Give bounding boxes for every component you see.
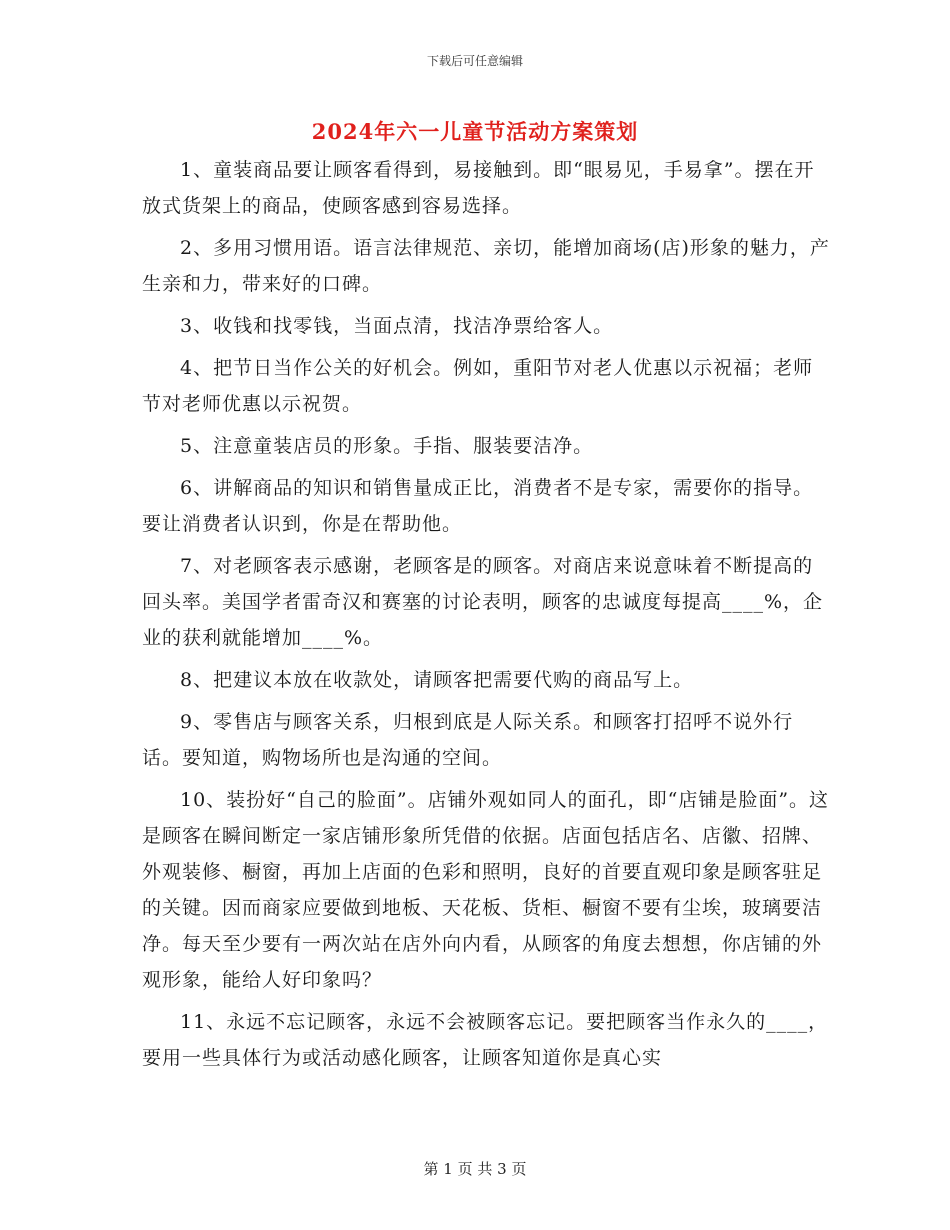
paragraph-2: 2、多用习惯用语。语言法律规范、亲切，能增加商场(店)形象的魅力，产生亲和力，带来好的口碑。 <box>142 237 830 295</box>
paragraph-3: 3、收钱和找零钱，当面点清，找洁净票给客人。 <box>180 315 614 337</box>
paragraph-10: 10、装扮好“自己的脸面”。店铺外观如同人的面孔，即“店铺是脸面”。这是顾客在瞬间断定一家店铺形象所凭借的依据。店面包括店名、店徽、招牌、外观装修、橱窗，再加上店面的色彩和照明，良好的首要直观印象是顾客驻足的关键。因而商家应要做到地板、天花板、货柜、橱窗不要有尘埃，玻璃要洁净。每天至少要有一两次站在店外向内看，从顾客的角度去想想，你店铺的外观形象，能给人好印象吗？ <box>142 789 830 991</box>
document-body <box>142 152 832 1082</box>
page-header: 下载后可任意编辑 <box>426 54 523 68</box>
paragraph-1: 1、童装商品要让顾客看得到，易接触到。即“眼易见，手易拿”。摆在开放式货架上的商品，使顾客感到容易选择。 <box>142 159 815 217</box>
paragraph-9: 9、零售店与顾客关系，归根到底是人际关系。和顾客打招呼不说外行话。要知道，购物场所也是沟通的空间。 <box>142 711 794 769</box>
paragraph-6: 6、讲解商品的知识和销售量成正比，消费者不是专家，需要你的指导。要让消费者认识到，你是在帮助他。 <box>142 477 814 535</box>
paragraph-4: 4、把节日当作公关的好机会。例如，重阳节对老人优惠以示祝福；老师节对老师优惠以示祝贺。 <box>142 357 814 415</box>
paragraph-7: 7、对老顾客表示感谢，老顾客是的顾客。对商店来说意味着不断提高的回头率。美国学者雷奇汉和赛塞的讨论表明，顾客的忠诚度每提高____%，企业的获利就能增加____%。 <box>142 555 824 649</box>
page-number-footer: 第 1 页 共 3 页 <box>423 1160 527 1178</box>
paragraph-8: 8、把建议本放在收款处，请顾客把需要代购的商品写上。 <box>180 669 694 691</box>
paragraph-11: 11、永远不忘记顾客，永远不会被顾客忘记。要把顾客当作永久的____，要用一些具体行为或活动感化顾客，让顾客知道你是真心实 <box>142 1011 829 1069</box>
paragraph-5: 5、注意童装店员的形象。手指、服装要洁净。 <box>180 435 594 457</box>
page-title: 2024年六一儿童节活动方案策划 <box>311 119 639 144</box>
